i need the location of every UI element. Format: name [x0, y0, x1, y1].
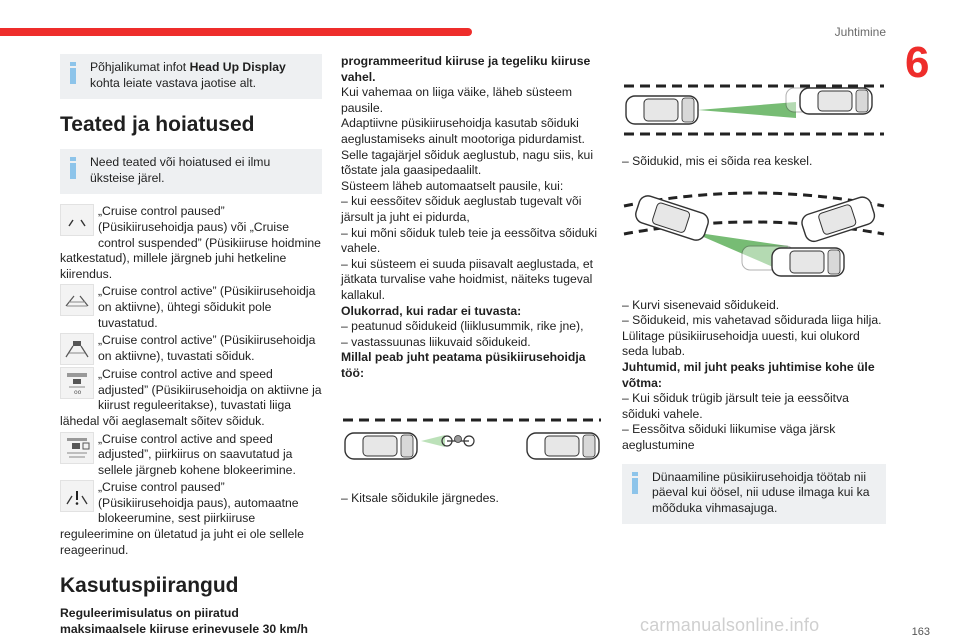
info-icon	[68, 157, 78, 179]
info-icon	[630, 472, 640, 494]
message-item: „Cruise control active” (Püsikiirusehoidja on aktiivne), ühtegi sõidukit pole tuvastatud.	[60, 284, 322, 331]
warning-icon	[60, 480, 94, 512]
column-3	[622, 54, 886, 534]
info-note-conditions: Dünaamiline püsikiirusehoidja töötab nii päeval kui öösel, nii uduse ilmaga kui ka mõõduka vihmasajuga.	[622, 464, 886, 525]
message-item: „Cruise control paused” (Püsikiirusehoidja paus), automaatne blokeerumine, sest piirkiiruse reguleerimine on ületatud ja juht ei ole sellele reageerinud.	[60, 480, 304, 557]
body-text: Süsteem läheb automaatselt pausile, kui:	[341, 178, 564, 193]
info-note-messages: Need teated või hoiatused ei ilmu üksteise järel.	[60, 149, 322, 194]
message-item: „Cruise control active and speed adjusted”, piirkiirus on saavutatud ja sellele järgneb kohene blokeerimine.	[60, 432, 322, 479]
svg-text:oo: oo	[74, 389, 82, 396]
list-item: – Kui sõiduk trügib järsult teie ja eessõitva sõiduki vahele.	[622, 391, 849, 421]
cruise-active-icon	[60, 284, 94, 316]
bicycle-icon	[442, 436, 474, 447]
body-text: – kui mõni sõiduk tuleb teie ja eessõitva sõiduki vahele.	[341, 225, 598, 256]
cruise-paused-icon	[60, 204, 94, 236]
watermark: carmanualsonline.info	[640, 615, 820, 635]
list-item: – Kurvi sisenevaid sõidukeid.	[622, 297, 780, 312]
list-item: – vastassuunas liikuvaid sõidukeid.	[341, 334, 531, 349]
vehicle-detected-icon	[60, 333, 94, 365]
body-text: Kui vahemaa on liiga väike, läheb süsteem pausile.	[341, 85, 573, 115]
message-item: „Cruise control paused” (Püsikiirusehoidja paus) või „Cruise control suspended” (Püsikiiruse hoidmine katkestatud), millele järgneb juhi hetkeline kiirendus.	[60, 204, 321, 281]
figure-caption: – Kitsale sõidukile järgnedes.	[341, 491, 499, 506]
car-icon	[345, 433, 417, 459]
column-1	[60, 54, 322, 637]
car-icon	[527, 433, 599, 459]
vigilance-heading: Juhtumid, mil juht peaks juhtimise kohe üle võtma:	[622, 359, 875, 390]
offcenter-vehicle-illustration	[622, 80, 886, 140]
list-item: – Eessõitva sõiduki liikumise väga järsk aeglustumine	[622, 422, 836, 452]
message-item: „Cruise control active” (Püsikiirusehoidja on aktiivne), tuvastati sõiduk.	[60, 333, 322, 365]
limit-reached-icon	[60, 432, 94, 464]
figure-caption: – Sõidukid, mis ei sõida rea keskel.	[622, 154, 813, 168]
radar-heading: Olukorrad, kui radar ei tuvasta:	[341, 303, 522, 318]
car-icon	[800, 88, 872, 114]
body-text: – kui süsteem ei suuda piisavalt aeglustada, et jätkata turvalise vahe hoidmist, näiteks tugeval kallakul.	[341, 256, 594, 302]
chapter-title: Juhtimine	[834, 25, 886, 39]
body-text: Lülitage püsikiirusehoidja uuesti, kui olukord seda lubab.	[622, 328, 860, 359]
speed-adjusted-icon	[60, 367, 94, 399]
body-text: Adaptiivne püsikiirusehoidja kasutab sõiduki aeglustamiseks ainult mootoriga pidurdamist. Selle tagajärjel sõiduk aeglustub, nagu siis, kui tõstate jala gaasipedaalilt.	[341, 116, 594, 178]
heading-messages: Teated ja hoiatused	[60, 113, 255, 137]
list-item: – peatunud sõidukeid (liiklusummik, rike jne),	[341, 319, 584, 334]
column-2	[341, 54, 603, 507]
curve-vehicle-illustration	[622, 184, 886, 288]
car-icon	[800, 194, 877, 243]
heading-limits: Kasutuspiirangud	[60, 574, 239, 598]
body-text: – kui eessõitev sõiduk aeglustab tugevalt või järsult ja juht ei pidurda,	[341, 194, 582, 224]
info-note-hud: Põhjalikumat infot Head Up Display kohta leiate vastava jaotise alt.	[60, 54, 322, 99]
attention-heading: Millal peab juht peatama püsikiirusehoidja töö:	[341, 350, 586, 380]
chapter-number: 6	[905, 38, 930, 87]
page-number: 163	[911, 626, 930, 638]
top-accent-bar	[0, 28, 472, 36]
car-icon	[772, 248, 844, 276]
list-item: – Sõidukeid, mis vahetavad sõidurada liiga hilja.	[622, 313, 882, 328]
limits-text: Reguleerimisulatus on piiratud maksimaalsele kiiruse erinevusele 30 km/h	[60, 606, 308, 636]
speed-diff-text: programmeeritud kiiruse ja tegeliku kiiruse vahel.	[341, 54, 591, 84]
narrow-vehicle-illustration	[341, 413, 603, 477]
car-icon	[626, 96, 698, 124]
car-icon	[633, 193, 710, 242]
message-item: oo „Cruise control active and speed adjusted” (Püsikiirusehoidja on aktiivne ja kiirust reguleeritakse), tuvastati liiga lähedal või aeglasemalt sõitev sõiduk.	[60, 367, 322, 428]
info-icon	[68, 62, 78, 84]
